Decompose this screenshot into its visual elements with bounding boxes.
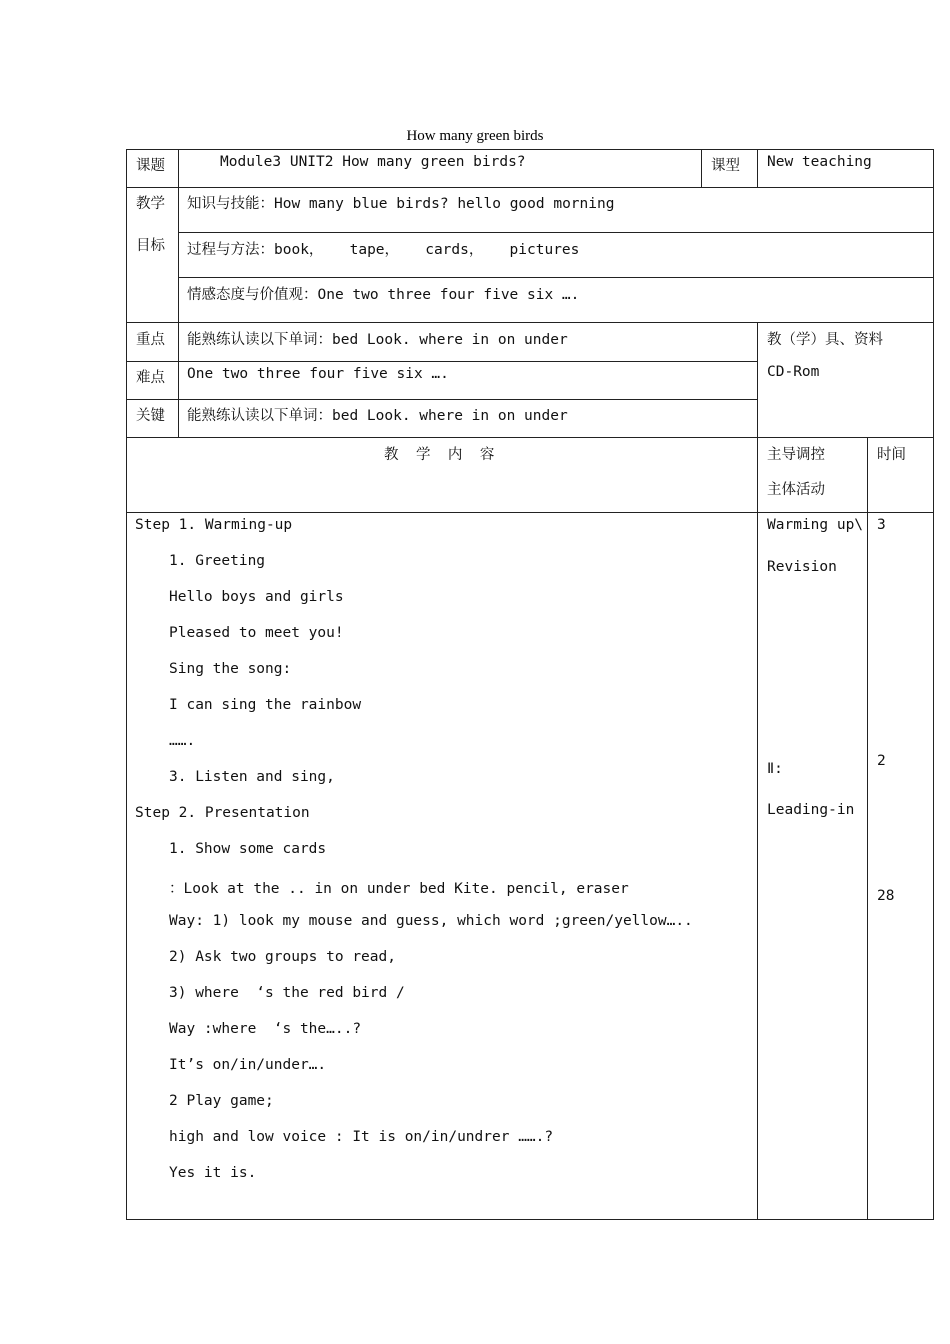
difficulty-value: One two three four five six …. (187, 366, 449, 382)
lesson-line: Step 1. Warming-up (135, 517, 293, 533)
objectives-label-top: 教学 (136, 196, 165, 212)
focus-value: 能熟练认读以下单词：bed Look. where in on under (187, 332, 568, 348)
column-divider (757, 322, 758, 1220)
key-label: 关键 (136, 408, 165, 424)
lesson-line: Way: 1) look my mouse and guess, which word ;green/yellow….. (169, 913, 693, 929)
lesson-line: Yes it is. (169, 1165, 257, 1181)
column-divider (178, 149, 179, 438)
control-header-bottom: 主体活动 (767, 482, 825, 498)
lesson-line: I can sing the rainbow (169, 697, 362, 713)
column-divider (701, 149, 702, 187)
activity-warmup: Warming up\ (767, 517, 864, 533)
lesson-line: Pleased to meet you! (169, 625, 344, 641)
lesson-line: ……. (169, 733, 196, 749)
objectives-label-bottom: 目标 (136, 238, 165, 254)
lesson-line: 2 Play game; (169, 1093, 274, 1109)
activity-leadin: Leading-in (767, 802, 855, 818)
lesson-line: high and low voice : It is on/in/undrer …….? (169, 1129, 554, 1145)
lesson-type-value: New teaching (767, 154, 872, 170)
lesson-line: Way :where ‘s the…..? (169, 1021, 362, 1037)
lesson-line: 1. Show some cards (169, 841, 327, 857)
lesson-line: 3. Listen and sing, (169, 769, 335, 785)
row-divider (126, 399, 758, 400)
lesson-line: It’s on/in/under…. (169, 1057, 327, 1073)
topic-label: 课题 (136, 158, 165, 174)
row-divider (126, 512, 934, 513)
content-header: 教 学 内 容 (384, 447, 495, 463)
lesson-type-label: 课型 (711, 158, 740, 174)
row-divider (178, 232, 934, 233)
lesson-line: 3) where ‘s the red bird / (169, 985, 405, 1001)
materials-value: CD-Rom (767, 364, 820, 380)
column-divider (757, 149, 758, 187)
objective-process: 过程与方法：book， tape， cards， pictures (187, 242, 580, 258)
lesson-line: 1. Greeting (169, 553, 266, 569)
row-divider (178, 277, 934, 278)
column-divider (867, 437, 868, 1220)
objective-attitude: 情感态度与价值观：One two three four five six …. (187, 287, 580, 303)
activity-stage-2: Ⅱ: (767, 761, 783, 777)
time-value: 2 (877, 753, 886, 769)
lesson-line: Step 2. Presentation (135, 805, 310, 821)
document-title: How many green birds (406, 128, 544, 144)
key-value: 能熟练认读以下单词：bed Look. where in on under (187, 408, 568, 424)
activity-revision: Revision (767, 559, 837, 575)
lesson-line: ：Look at the .. in on under bed Kite. pencil, eraser (169, 881, 629, 897)
lesson-line: 2) Ask two groups to read, (169, 949, 396, 965)
row-divider (126, 187, 934, 188)
row-divider (126, 361, 758, 362)
time-header: 时间 (877, 447, 906, 463)
focus-label: 重点 (136, 332, 165, 348)
time-value: 28 (877, 888, 895, 904)
lesson-line: Hello boys and girls (169, 589, 344, 605)
topic-value: Module3 UNIT2 How many green birds? (220, 154, 526, 170)
control-header-top: 主导调控 (767, 447, 825, 463)
row-divider (126, 437, 934, 438)
time-value: 3 (877, 517, 886, 533)
objective-knowledge: 知识与技能：How many blue birds? hello good morning (187, 196, 615, 212)
lesson-line: Sing the song: (169, 661, 292, 677)
row-divider (126, 322, 934, 323)
materials-label: 教（学）具、资料 (767, 332, 883, 348)
difficulty-label: 难点 (136, 370, 165, 386)
